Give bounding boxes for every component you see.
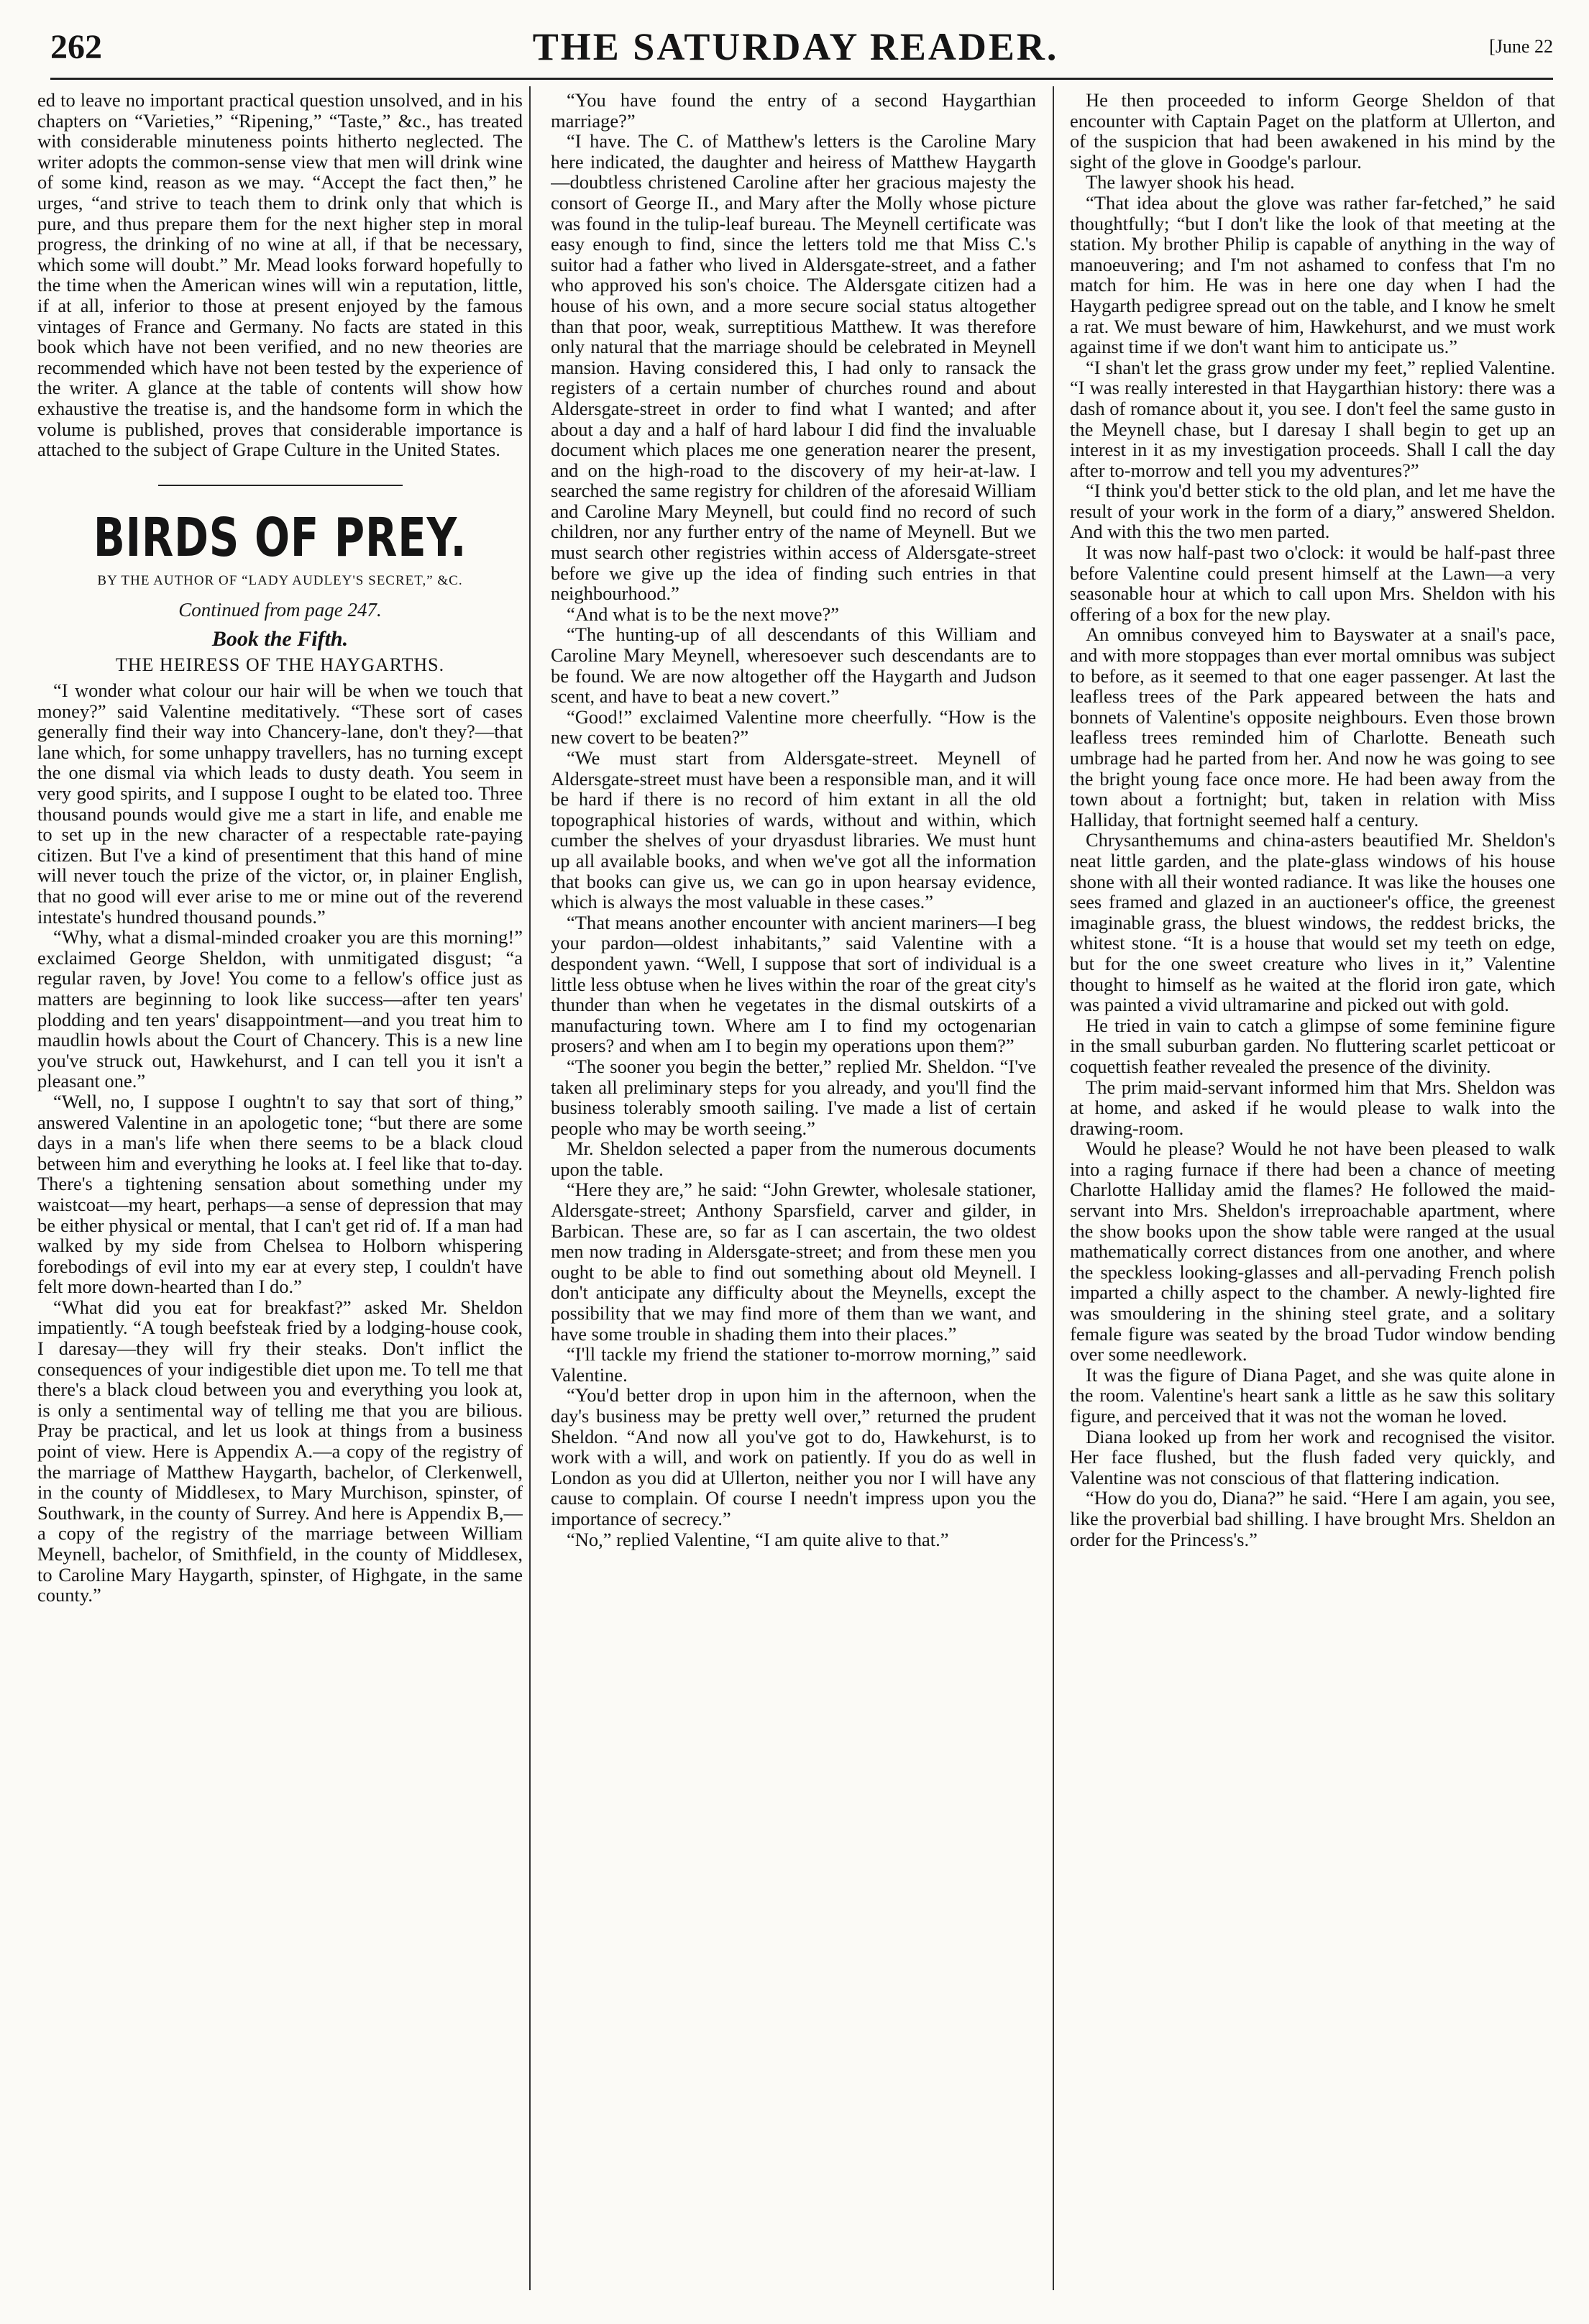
story-paragraph: “What did you eat for breakfast?” asked Mr. Sheldon impatiently. “A tough beefsteak fried by a lodging-house cook, I daresay—they will fry their steaks. Don't inflict the consequences of your indigestible diet upon me. To tell me that there's a black cloud between you and everything you look at, is only a sentimental way of telling me that you are bilious. Pray be practical, and let us look at things from a business point of view. Here is Appendix A.—a copy of the registry of the marriage of Matthew Haygarth, bachelor, of Clerkenwell, in the county of Middlesex, to Mary Murchison, spinster, of Southwark, in the county of Surrey. And here is Appendix B,—a copy of the registry of the marriage between William Meynell, bachelor, of Smithfield, in the county of Middlesex, to Caroline Mary Haygarth, spinster, of Highgate, in the same county.” [37,1296,523,1606]
story-paragraph: Would he please? Would he not have been pleased to walk into a raging furnace if there had been a chance of meeting Charlotte Halliday amid the flames? He followed the maid-servant into Mrs. Sheldon's irreproachable apartment, where the show books upon the show table were ranged at the usual mathematically correct distances from one another, and where the speckless looking-glasses and all-pervading French polish imparted a chilly aspect to the chamber. A newly-lighted fire was smouldering in the shining steel grate, and a solitary female figure was seated by the broad Tudor window bending over some needlework. [1070,1138,1555,1365]
story-paragraph: “I'll tackle my friend the stationer to-morrow morning,” said Valentine. [551,1343,1036,1386]
chapter-heading: THE HEIRESS OF THE HAYGARTHS. [115,654,445,676]
story-paragraph: Chrysanthemums and china-asters beautified Mr. Sheldon's neat little garden, and the plate-glass windows of his house shone with all their wonted radiance. It was like the houses one sees framed and glazed in an auctioneer's office, the greenest imaginable grass, the bluest windows, the reddest bricks, the whitest stone. “It is a house that would set my teeth on edge, but for the one sweet creature who lives in it,” Valentine thought to himself as he waited at the florid iron gate, which was painted a vivid ultramarine and picked out with gold. [1070,829,1555,1016]
issue-date: [June 22 [1489,36,1553,57]
continued-note: Continued from page 247. [178,599,382,621]
story-paragraph: It was the figure of Diana Paget, and she was quite alone in the room. Valentine's heart sank a little as he saw this solitary figure, and perceived that it was not the woman he loved. [1070,1363,1555,1427]
story-paragraph: “Good!” exclaimed Valentine more cheerfully. “How is the new covert to be beaten?” [551,705,1036,749]
story-paragraph: “And what is to be the next move?” [567,603,839,625]
story-paragraph: “No,” replied Valentine, “I am quite alive to that.” [567,1528,949,1550]
story-paragraph: “The sooner you begin the better,” replied Mr. Sheldon. “I've taken all preliminary steps for you already, and you'll find the business tolerably smooth sailing. I've made a list of certain people who may be worth seeing.” [551,1055,1036,1139]
section-divider [158,485,403,486]
column-rule [529,86,531,2290]
book-heading: Book the Fifth. [211,626,349,651]
review-paragraph: ed to leave no important practical question unsolved, and in his chapters on “Varieties,” “Ripening,” “Taste,” &c., has treated with considerable minuteness points hitherto neglected. The writer adopts the common-sense view that men will drink wine of some kind, reason as we may. “Accept the fact then,” he urges, “and strive to teach them to drink only that which is pure, and thus prepare them for the next higher step in moral progress, the drinking of no wine at all, if that be necessary, which some will doubt.” Mr. Mead looks forward hopefully to the time when the American wines will win a reputation, little, if at all, inferior to those at present enjoyed by the famous vintages of France and Germany. No facts are stated in this book which have not been verified, and no new theories are recommended which have not been tested by the experience of the writer. A glance at the table of contents will show how exhaustive the treatise is, and the handsome form in which the volume is published, proves that considerable importance is attached to the subject of Grape Culture in the United States. [37,90,523,461]
masthead [50,22,1553,72]
story-paragraph: Diana looked up from her work and recognised the visitor. Her face flushed, but the flush faded very quickly, and Valentine was not conscious of that flattering indication. [1070,1425,1555,1488]
column-rule [1053,86,1054,2290]
story-paragraph: The prim maid-servant informed him that Mrs. Sheldon was at home, and asked if he would please to walk into the drawing-room. [1070,1076,1555,1139]
story-paragraph: “I shan't let the grass grow under my feet,” replied Valentine. “I was really interested in that Haygarthian history: there was a dash of romance about it, you see. I don't feel the same gusto in the Meynell chase, but I daresay I shall begin to get up an interest in it as my investigation proceeds. Shall I call the day after to-morrow and tell you my adventures?” [1070,356,1555,481]
story-paragraph: “That idea about the glove was rather far-fetched,” he said thoughtfully; “but I don't like the look of that meeting at the station. My brother Philip is capable of anything in the way of manoeuvering; and I'm not ashamed to confess that I'm no match for him. He was in here one day when I had the Haygarth pedigree spread out on the table, and I know he smelt a rat. We must beware of him, Hawkehurst, and we must work against time if we don't want him to anticipate us.” [1070,191,1555,358]
story-paragraph: The lawyer shook his head. [1086,171,1295,193]
story-paragraph: “I have. The C. of Matthew's letters is the Caroline Mary here indicated, the daughter and heiress of Matthew Haygarth—doubtless christened Caroline after her gracious majesty the consort of George II., and Mary after the Molly whose picture was found in the tulip-leaf bureau. The Meynell certificate was easy enough to find, since the letters told me that Miss C.'s suitor had a father who lived in Aldersgate-street, and a father who approved his son's choice. The Aldersgate citizen had a house of his own, and a more secure social status altogether than that poor, weak, surreptitious Matthew. It was therefore only natural that the marriage should be celebrated in Meynell mansion. Having considered this, I had only to ransack the registers of a certain number of churches round and about Aldersgate-street in order to find what I wanted; and after about a day and a half of hard labour I did find the invaluable document which places me one generation nearer the present, and on the high-road to the discovery of my heir-at-law. I searched the same registry for children of the aforesaid William and Caroline Mary Meynell, but could find no record of such children, nor any further entry of the name of Meynell. But we must search other registries within access of Aldersgate-street before we give up the idea of finding such entries in that neighbourhood.” [551,130,1036,605]
story-paragraph: “You'd better drop in upon him in the afternoon, when the day's business may be pretty well over,” returned the prudent Sheldon. “And now all you've got to do, Hawkehurst, is to work with a will, and work on patiently. If you do as well in London as you did at Ullerton, neither you nor I will have any cause to complain. Of course I needn't impress upon you the importance of secrecy.” [551,1384,1036,1529]
story-paragraph: “Well, no, I suppose I oughtn't to say that sort of thing,” answered Valentine in an apologetic tone; “but there are some days in a man's life when there seems to be a black cloud between him and everything he looks at. I feel like that to-day. There's a tightening sensation about something under my waistcoat—my heart, perhaps—a sense of depression that may be either physical or mental, that I can't get rid of. If a man had walked by my side from Chelsea to Holborn whispering forebodings of evil into my ear at every step, I couldn't have felt more down-hearted than I do.” [37,1090,523,1298]
story-paragraph: “You have found the entry of a second Haygarthian marriage?” [551,90,1036,132]
column-2 [551,90,1036,2305]
story-paragraph: “We must start from Aldersgate-street. Meynell of Aldersgate-street must have been a responsible man, and it will be hard if there is no record of him extant in all the old topographical histories of wards, without and within, which cumber the shelves of your dryasdust libraries. We must hunt up all available books, and when we've got all the information that books can give us, we can go in upon hearsay evidence, which is always the most valuable in these cases.” [551,747,1036,913]
story-paragraph: “Here they are,” he said: “John Grewter, wholesale stationer, Aldersgate-street; Anthony Sparsfield, carver and gilder, in Barbican. These are, so far as I can ascertain, the two oldest men now trading in Aldersgate-street; and from these men you ought to be able to find out something about old Meynell. I don't anticipate any difficulty about the Meynells, except the possibility that we may find more of them than we want, and have some trouble in shading them into their places.” [551,1179,1036,1345]
story-paragraph: “That means another encounter with ancient mariners—I beg your pardon—oldest inhabitants,” said Valentine with a despondent yawn. “Well, I suppose that sort of individual is a little less obtuse when he lives within the roar of the great city's thunder than when he vegetates in the dismal outskirts of a manufacturing town. Where am I to find my octogenarian prosers? and when am I to begin my operations upon them?” [551,911,1036,1057]
masthead-rule [50,78,1553,80]
story-paragraph: “How do you do, Diana?” he said. “Here I am again, you see, like the proverbial bad shilling. I have brought Mrs. Sheldon an order for the Princess's.” [1070,1487,1555,1550]
story-paragraph: “I wonder what colour our hair will be when we touch that money?” said Valentine meditatively. “These sort of cases generally find their way into Chancery-lane, don't they?—that lane which, for some unhappy travellers, has no turning except the one dismal via which leads to dusty death. You seem in very good spirits, and I suppose I ought to be elated too. Three thousand pounds would give me a start in life, and enable me to set up in the new character of a respectable rate-paying citizen. But I've a kind of presentiment that this hand of mine will never touch the prize of the victor, or, in plainer English, that no good will ever arise to me or mine out of the reverend intestate's hundred thousand pounds.” [37,680,523,928]
running-title: THE SATURDAY READER. [532,25,1059,68]
column-1 [37,90,523,2305]
story-paragraph: “The hunting-up of all descendants of this William and Caroline Mary Meynell, wheresoever such descendants are to be found. We are now altogether off the Haygarth and Judson scent, and have to beat a new covert.” [551,623,1036,708]
story-paragraph: Mr. Sheldon selected a paper from the numerous documents upon the table. [551,1138,1036,1180]
column-3 [1070,90,1555,2305]
story-paragraph: It was now half-past two o'clock: it would be half-past three before Valentine could present himself at the Lawn—a very seasonable hour at which to call upon Mrs. Sheldon with his offering of a box for the new play. [1070,541,1555,625]
byline: BY THE AUTHOR OF “LADY AUDLEY'S SECRET,” &C. [97,572,463,588]
page-number: 262 [50,27,102,66]
story-paragraph: “Why, what a dismal-minded croaker you are this morning!” exclaimed George Sheldon, with unmitigated disgust; “a regular raven, by Jove! You come to a fellow's office just as matters are beginning to look like success—after ten years' plodding and ten years' disappointment—and you treat him to maudlin howls about the Court of Chancery. This is a new line you've struck out, Hawkehurst, and I can tell you it isn't a pleasant one.” [37,926,523,1092]
story-paragraph: “I think you'd better stick to the old plan, and let me have the result of your work in the form of a diary,” answered Sheldon. And with this the two men parted. [1070,480,1555,543]
story-title: BIRDS OF PREY. [93,506,467,569]
story-paragraph: He then proceeded to inform George Sheldon of that encounter with Captain Paget on the platform at Ullerton, and of the suspicion that had been awakened in his mind by the sight of the glove in Goodge's parlour. [1070,90,1555,173]
story-paragraph: He tried in vain to catch a glimpse of some feminine figure in the small suburban garden. No fluttering scarlet petticoat or coquettish feather revealed the presence of the divinity. [1070,1014,1555,1077]
story-paragraph: An omnibus conveyed him to Bayswater at a snail's pace, and with more stoppages than ever mortal omnibus was subject to before, as it seemed to that one eager passenger. At last the leafless trees of the Park appeared between the hats and bonnets of Valentine's opposite neighbours. Even those brown leafless trees reminded him of Charlotte. Beneath such umbrage had he parted from her. And now he was going to see the bright young face once more. He had been away from the town about a fortnight; but, taken in relation with Miss Halliday, that fortnight seemed half a century. [1070,623,1555,831]
